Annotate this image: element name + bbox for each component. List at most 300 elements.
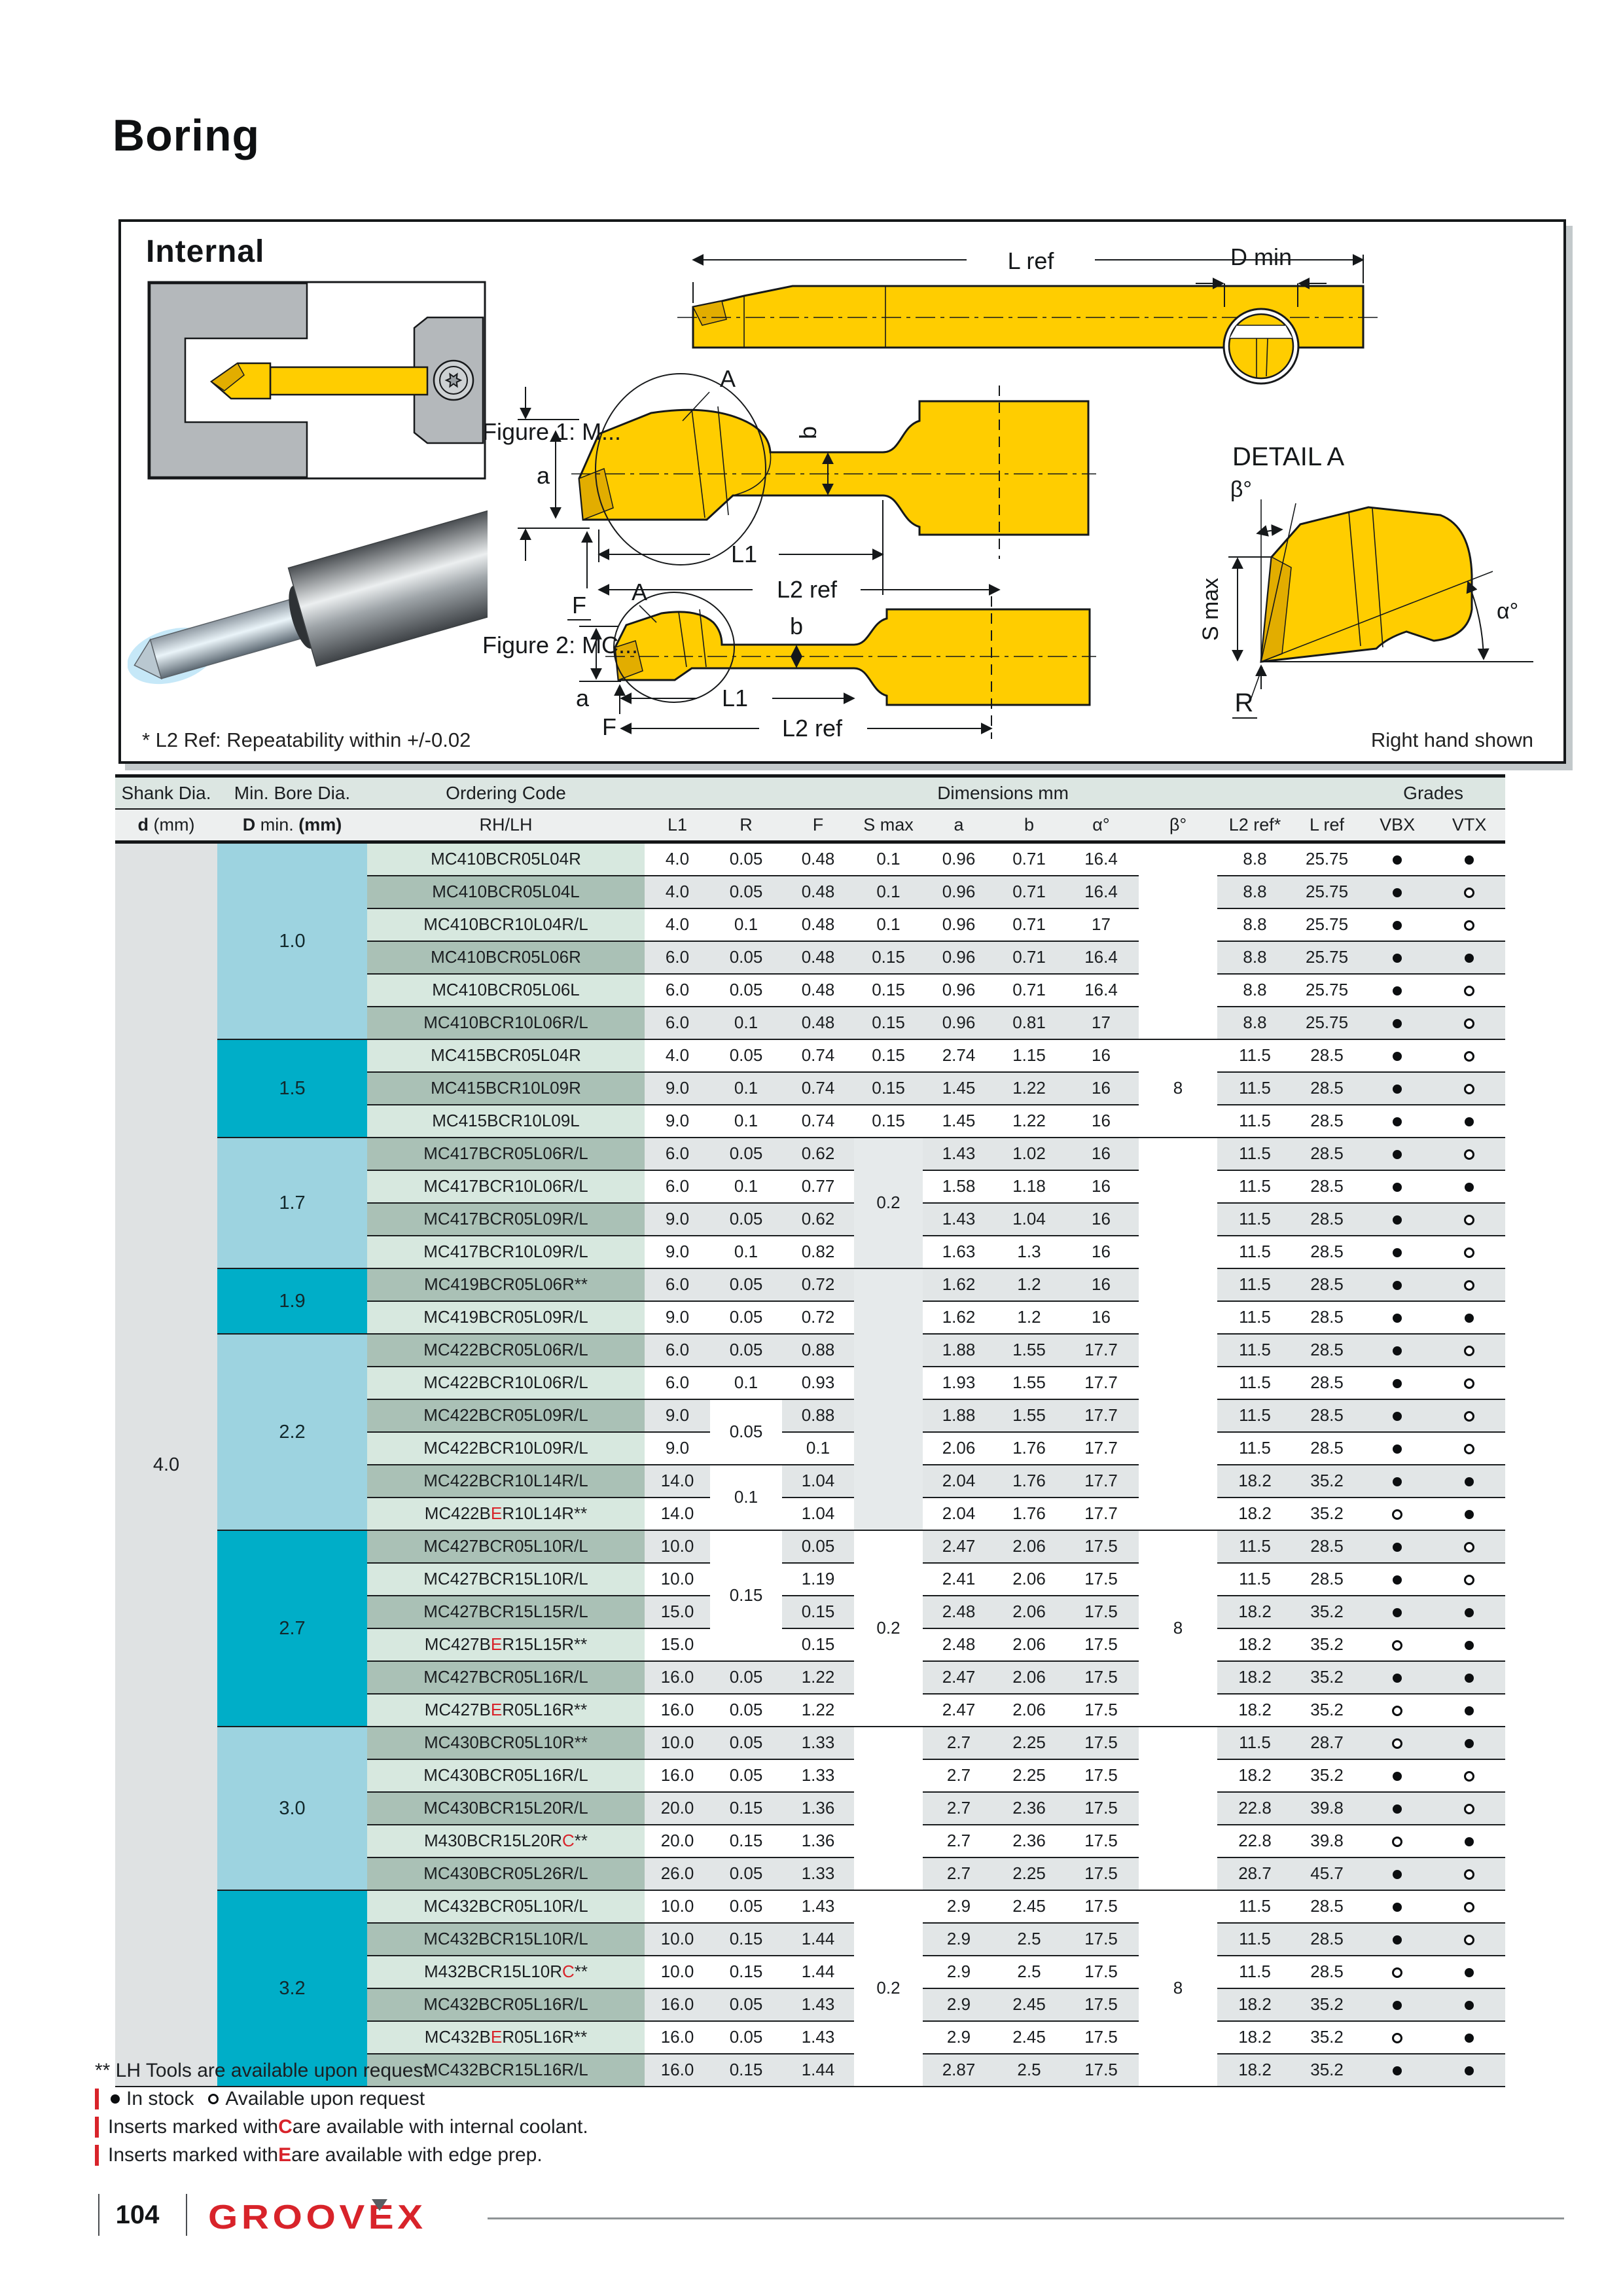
cell-vtx <box>1433 1498 1505 1530</box>
availability-dot <box>1393 1903 1402 1912</box>
cell-alpha: 17.7 <box>1063 1399 1139 1432</box>
cell-ordering-code: MC427BCR15L10R/L <box>367 1563 645 1596</box>
min-bore-dia-cell: 1.7 <box>217 1138 367 1268</box>
cell-l1: 14.0 <box>645 1465 710 1498</box>
cell-l2ref: 8.8 <box>1217 974 1293 1007</box>
cell-alpha: 17.7 <box>1063 1334 1139 1367</box>
cell-a: 2.9 <box>923 1956 995 1988</box>
cell-f: 0.48 <box>782 842 854 876</box>
cell-vtx <box>1433 1465 1505 1498</box>
cell-beta-merged <box>1139 1138 1217 1530</box>
footnote-edge-prep: Inserts marked with E are available with edge prep. <box>95 2141 588 2169</box>
cell-ordering-code: MC419BCR05L09R/L <box>367 1301 645 1334</box>
cell-vtx <box>1433 1236 1505 1268</box>
availability-dot <box>1465 2001 1474 2010</box>
cell-vtx <box>1433 1170 1505 1203</box>
cell-vbx <box>1361 1923 1433 1956</box>
cell-r: 0.1 <box>710 1105 782 1138</box>
availability-dot <box>1393 2001 1402 2010</box>
availability-dot <box>1464 1215 1474 1225</box>
col-ordering-code: Ordering Code <box>367 776 645 810</box>
cell-f: 0.48 <box>782 974 854 1007</box>
availability-dot <box>1393 986 1402 996</box>
cell-vbx <box>1361 1498 1433 1530</box>
cell-ordering-code: MC432BCR05L16R/L <box>367 1988 645 2021</box>
cell-vtx <box>1433 876 1505 908</box>
cell-l1: 6.0 <box>645 1334 710 1367</box>
table-row <box>115 1530 1505 1563</box>
availability-dot <box>1465 1183 1474 1192</box>
cell-alpha: 16.4 <box>1063 974 1139 1007</box>
footnote-stock-legend: In stock Available upon request <box>95 2085 588 2113</box>
figure1-caption: Figure 1: M... <box>482 418 622 445</box>
cell-alpha: 17.5 <box>1063 1727 1139 1759</box>
technical-drawing <box>121 222 1563 761</box>
cell-f: 1.43 <box>782 1890 854 1923</box>
availability-dot <box>1464 1542 1474 1552</box>
cell-lref: 28.5 <box>1293 1334 1361 1367</box>
cell-alpha: 17.5 <box>1063 1563 1139 1596</box>
cell-r: 0.05 <box>710 974 782 1007</box>
cell-l1: 26.0 <box>645 1857 710 1890</box>
cell-a: 0.96 <box>923 974 995 1007</box>
availability-dot <box>1464 1346 1474 1356</box>
cell-vbx <box>1361 1334 1433 1367</box>
cell-l2ref: 22.8 <box>1217 1792 1293 1825</box>
cell-vtx <box>1433 1334 1505 1367</box>
availability-dot <box>1465 1510 1474 1519</box>
cell-smax: 0.1 <box>854 908 923 941</box>
cell-vtx <box>1433 842 1505 876</box>
detail-a-drawing <box>1198 477 1533 718</box>
cell-lref: 25.75 <box>1293 876 1361 908</box>
cell-a: 1.58 <box>923 1170 995 1203</box>
cell-ordering-code: MC410BCR05L06L <box>367 974 645 1007</box>
cell-b: 1.76 <box>995 1465 1063 1498</box>
cell-vtx <box>1433 1825 1505 1857</box>
tool-photo <box>121 507 530 716</box>
availability-dot <box>1465 1314 1474 1323</box>
availability-dot <box>1464 986 1474 996</box>
cell-f: 1.19 <box>782 1563 854 1596</box>
cell-r: 0.15 <box>710 2054 782 2087</box>
cell-l2ref: 11.5 <box>1217 1399 1293 1432</box>
figure1-detail-drawing <box>518 365 1096 620</box>
cell-r: 0.05 <box>710 876 782 908</box>
availability-dot <box>1465 1968 1474 1977</box>
min-bore-dia-cell: 1.9 <box>217 1268 367 1334</box>
cell-l1: 20.0 <box>645 1825 710 1857</box>
cell-r-merged: 0.1 <box>710 1465 782 1530</box>
cell-l1: 6.0 <box>645 974 710 1007</box>
cell-l2ref: 11.5 <box>1217 1268 1293 1301</box>
cell-f: 0.62 <box>782 1203 854 1236</box>
cell-a: 1.62 <box>923 1301 995 1334</box>
cell-l1: 20.0 <box>645 1792 710 1825</box>
cell-f: 0.74 <box>782 1105 854 1138</box>
cell-l2ref: 18.2 <box>1217 2021 1293 2054</box>
cell-beta-merged: 8 <box>1139 1039 1217 1138</box>
cell-alpha: 17.5 <box>1063 1890 1139 1923</box>
dim-label-r: R <box>1234 689 1254 717</box>
cell-f: 1.22 <box>782 1694 854 1727</box>
cell-l2ref: 11.5 <box>1217 1072 1293 1105</box>
cell-vtx <box>1433 1072 1505 1105</box>
cell-b: 2.06 <box>995 1628 1063 1661</box>
cell-f: 0.62 <box>782 1138 854 1170</box>
cell-vtx <box>1433 1661 1505 1694</box>
col-l2ref: L2 ref* <box>1217 809 1293 842</box>
footnotes <box>95 2056 588 2169</box>
table-row <box>115 1727 1505 1759</box>
availability-dot <box>1393 888 1402 897</box>
cell-vtx <box>1433 1203 1505 1236</box>
cell-f: 0.05 <box>782 1530 854 1563</box>
availability-dot <box>1393 1248 1402 1257</box>
cell-alpha: 17.7 <box>1063 1367 1139 1399</box>
detail-a-label: DETAIL A <box>1232 442 1345 471</box>
cell-vtx <box>1433 941 1505 974</box>
cell-b: 1.2 <box>995 1268 1063 1301</box>
cell-vbx <box>1361 876 1433 908</box>
availability-dot <box>1393 1281 1402 1290</box>
cell-f: 1.44 <box>782 2054 854 2087</box>
cell-l1: 9.0 <box>645 1236 710 1268</box>
cell-ordering-code: MC417BCR05L09R/L <box>367 1203 645 1236</box>
availability-dot <box>1464 1084 1474 1094</box>
cell-vtx <box>1433 1138 1505 1170</box>
cell-l2ref: 11.5 <box>1217 1236 1293 1268</box>
cell-lref: 35.2 <box>1293 2021 1361 2054</box>
availability-dot <box>1392 1509 1402 1520</box>
cell-lref: 28.5 <box>1293 1432 1361 1465</box>
cell-b: 2.5 <box>995 2054 1063 2087</box>
cell-l2ref: 18.2 <box>1217 1759 1293 1792</box>
cell-ordering-code: M432BCR15L10RC** <box>367 1956 645 1988</box>
on-request-dot-icon <box>208 2094 219 2104</box>
cell-vtx <box>1433 1007 1505 1039</box>
cell-b: 2.36 <box>995 1825 1063 1857</box>
availability-dot <box>1393 1215 1402 1225</box>
cell-vbx <box>1361 1399 1433 1432</box>
page-title: Boring <box>113 111 260 160</box>
cell-l2ref: 11.5 <box>1217 1367 1293 1399</box>
cell-l2ref: 18.2 <box>1217 1465 1293 1498</box>
cell-l2ref: 8.8 <box>1217 941 1293 974</box>
cell-lref: 28.5 <box>1293 1170 1361 1203</box>
cell-l2ref: 22.8 <box>1217 1825 1293 1857</box>
cell-vbx <box>1361 1072 1433 1105</box>
cell-l1: 4.0 <box>645 908 710 941</box>
cell-vtx <box>1433 1596 1505 1628</box>
figure-heading: Internal <box>146 234 265 269</box>
cell-lref: 35.2 <box>1293 1498 1361 1530</box>
availability-dot <box>1393 1543 1402 1552</box>
cell-vbx <box>1361 908 1433 941</box>
cell-alpha: 17 <box>1063 1007 1139 1039</box>
cell-lref: 39.8 <box>1293 1825 1361 1857</box>
cell-vtx <box>1433 2021 1505 2054</box>
availability-dot <box>1464 1804 1474 1814</box>
availability-dot <box>1464 1444 1474 1454</box>
cell-lref: 28.5 <box>1293 1301 1361 1334</box>
cell-beta-merged <box>1139 1727 1217 1890</box>
cell-l1: 9.0 <box>645 1301 710 1334</box>
availability-dot <box>1465 1837 1474 1846</box>
cell-ordering-code: MC422BCR10L09R/L <box>367 1432 645 1465</box>
availability-dot <box>1393 1379 1402 1388</box>
cell-vtx <box>1433 1988 1505 2021</box>
cell-f: 1.44 <box>782 1923 854 1956</box>
cell-f: 0.48 <box>782 908 854 941</box>
cell-vtx <box>1433 1399 1505 1432</box>
cell-vbx <box>1361 1596 1433 1628</box>
cell-l2ref: 11.5 <box>1217 1203 1293 1236</box>
availability-dot <box>1464 1575 1474 1585</box>
cell-smax-merged: 0.2 <box>854 1138 923 1268</box>
cell-l1: 14.0 <box>645 1498 710 1530</box>
cell-vbx <box>1361 1432 1433 1465</box>
cell-a: 0.96 <box>923 941 995 974</box>
cell-alpha: 16 <box>1063 1039 1139 1072</box>
cell-smax-merged <box>854 1727 923 1890</box>
cell-ordering-code: MC417BCR10L06R/L <box>367 1170 645 1203</box>
cell-alpha: 16.4 <box>1063 941 1139 974</box>
cell-vbx <box>1361 1105 1433 1138</box>
cell-l2ref: 11.5 <box>1217 1334 1293 1367</box>
cell-ordering-code: MC419BCR05L06R** <box>367 1268 645 1301</box>
cell-l1: 6.0 <box>645 941 710 974</box>
cell-a: 2.04 <box>923 1498 995 1530</box>
cell-lref: 35.2 <box>1293 1988 1361 2021</box>
cell-r: 0.05 <box>710 1727 782 1759</box>
cell-a: 2.9 <box>923 2021 995 2054</box>
cell-f: 1.33 <box>782 1727 854 1759</box>
availability-dot <box>1392 1640 1402 1651</box>
availability-dot <box>1464 1051 1474 1062</box>
cell-b: 1.22 <box>995 1072 1063 1105</box>
cell-b: 1.76 <box>995 1498 1063 1530</box>
cell-b: 0.71 <box>995 941 1063 974</box>
cell-smax: 0.15 <box>854 941 923 974</box>
cell-vtx <box>1433 1432 1505 1465</box>
cell-l2ref: 11.5 <box>1217 1563 1293 1596</box>
cell-vbx <box>1361 1628 1433 1661</box>
cell-smax: 0.15 <box>854 1007 923 1039</box>
cell-lref: 28.5 <box>1293 1203 1361 1236</box>
cell-f: 1.44 <box>782 1956 854 1988</box>
cell-b: 0.71 <box>995 842 1063 876</box>
catalog-table <box>115 774 1505 2087</box>
col-b: b <box>995 809 1063 842</box>
cell-l2ref: 11.5 <box>1217 1530 1293 1563</box>
cell-vtx <box>1433 908 1505 941</box>
availability-dot <box>1465 1674 1474 1683</box>
cell-l1: 9.0 <box>645 1399 710 1432</box>
cell-l1: 16.0 <box>645 2021 710 2054</box>
cell-vbx <box>1361 1759 1433 1792</box>
cell-f: 0.48 <box>782 1007 854 1039</box>
footer-rule <box>488 2217 1564 2219</box>
cell-l2ref: 11.5 <box>1217 1923 1293 1956</box>
cell-vbx <box>1361 2054 1433 2087</box>
cell-ordering-code: MC430BCR15L20R/L <box>367 1792 645 1825</box>
cell-lref: 25.75 <box>1293 941 1361 974</box>
cell-alpha: 17.7 <box>1063 1498 1139 1530</box>
cell-a: 1.93 <box>923 1367 995 1399</box>
cell-a: 1.63 <box>923 1236 995 1268</box>
cell-ordering-code: MC422BER10L14R** <box>367 1498 645 1530</box>
cell-lref: 35.2 <box>1293 1596 1361 1628</box>
availability-dot <box>1393 921 1402 930</box>
cell-ordering-code: MC422BCR10L14R/L <box>367 1465 645 1498</box>
cell-f: 0.77 <box>782 1170 854 1203</box>
cell-vtx <box>1433 974 1505 1007</box>
cell-b: 2.06 <box>995 1596 1063 1628</box>
cell-a: 0.96 <box>923 1007 995 1039</box>
cell-r: 0.1 <box>710 1072 782 1105</box>
cell-l2ref: 11.5 <box>1217 1727 1293 1759</box>
cell-lref: 28.5 <box>1293 1039 1361 1072</box>
cell-alpha: 17.5 <box>1063 1825 1139 1857</box>
cell-f: 0.74 <box>782 1072 854 1105</box>
col-a: a <box>923 809 995 842</box>
cell-vtx <box>1433 1759 1505 1792</box>
cell-b: 1.55 <box>995 1399 1063 1432</box>
cell-ordering-code: MC432BCR15L16R/L <box>367 2054 645 2087</box>
col-smax: S max <box>854 809 923 842</box>
cell-lref: 28.5 <box>1293 1105 1361 1138</box>
cell-alpha: 16 <box>1063 1203 1139 1236</box>
cell-lref: 35.2 <box>1293 1465 1361 1498</box>
cell-lref: 28.5 <box>1293 1399 1361 1432</box>
cell-f: 0.48 <box>782 876 854 908</box>
dim-label-smax: S max <box>1198 577 1223 641</box>
cell-ordering-code: MC432BCR15L10R/L <box>367 1923 645 1956</box>
cell-l2ref: 18.2 <box>1217 1988 1293 2021</box>
availability-dot <box>1465 2034 1474 2043</box>
cell-r: 0.15 <box>710 1956 782 1988</box>
cell-ordering-code: MC410BCR05L06R <box>367 941 645 974</box>
cell-r: 0.05 <box>710 1039 782 1072</box>
cell-l1: 10.0 <box>645 1727 710 1759</box>
cell-vbx <box>1361 1530 1433 1563</box>
cell-a: 2.9 <box>923 1923 995 1956</box>
cell-vbx <box>1361 1563 1433 1596</box>
footnote-lh-tools: ** LH Tools are available upon request. <box>95 2059 435 2081</box>
cell-l2ref: 8.8 <box>1217 1007 1293 1039</box>
cell-vbx <box>1361 1825 1433 1857</box>
cell-ordering-code: MC410BCR10L04R/L <box>367 908 645 941</box>
availability-dot <box>1464 920 1474 931</box>
min-bore-dia-cell: 2.2 <box>217 1334 367 1530</box>
cell-alpha: 16 <box>1063 1138 1139 1170</box>
cell-f: 0.1 <box>782 1432 854 1465</box>
cell-lref: 35.2 <box>1293 1759 1361 1792</box>
cell-alpha: 17 <box>1063 908 1139 941</box>
cell-l1: 6.0 <box>645 1007 710 1039</box>
availability-dot <box>1465 1608 1474 1617</box>
cell-alpha: 17.5 <box>1063 1596 1139 1628</box>
availability-dot <box>1464 1935 1474 1945</box>
dim-label-lref: L ref <box>1007 247 1054 274</box>
availability-dot <box>1393 1052 1402 1061</box>
cell-r: 0.1 <box>710 1236 782 1268</box>
cell-a: 1.88 <box>923 1334 995 1367</box>
cell-l1: 16.0 <box>645 1694 710 1727</box>
cell-lref: 25.75 <box>1293 842 1361 876</box>
col-f: F <box>782 809 854 842</box>
cell-l2ref: 28.7 <box>1217 1857 1293 1890</box>
cell-smax-merged <box>854 1268 923 1530</box>
cell-b: 0.81 <box>995 1007 1063 1039</box>
cell-beta-merged: 8 <box>1139 1530 1217 1727</box>
cell-alpha: 16 <box>1063 1170 1139 1203</box>
dim-label-l2ref-2: L2 ref <box>781 715 843 742</box>
availability-dot <box>1465 954 1474 963</box>
cell-a: 2.7 <box>923 1759 995 1792</box>
cell-l2ref: 11.5 <box>1217 1138 1293 1170</box>
cell-alpha: 17.7 <box>1063 1432 1139 1465</box>
cell-b: 1.18 <box>995 1170 1063 1203</box>
cell-r: 0.05 <box>710 1301 782 1334</box>
logo-v-notch <box>372 2199 387 2211</box>
cell-b: 2.5 <box>995 1923 1063 1956</box>
cell-a: 1.45 <box>923 1072 995 1105</box>
cell-vbx <box>1361 1465 1433 1498</box>
min-bore-dia-cell: 1.0 <box>217 842 367 1040</box>
cell-a: 2.06 <box>923 1432 995 1465</box>
availability-dot <box>1464 1869 1474 1880</box>
col-rh-lh: RH/LH <box>367 809 645 842</box>
cell-l2ref: 11.5 <box>1217 1956 1293 1988</box>
cell-lref: 28.5 <box>1293 1956 1361 1988</box>
col-dmin-mm: D min. (mm) <box>217 809 367 842</box>
availability-dot <box>1393 1183 1402 1192</box>
shank-dia-cell: 4.0 <box>115 842 217 2087</box>
cell-vtx <box>1433 1367 1505 1399</box>
availability-dot <box>1465 855 1474 865</box>
cell-l1: 6.0 <box>645 1138 710 1170</box>
min-bore-dia-cell: 3.0 <box>217 1727 367 1890</box>
cell-f: 1.36 <box>782 1792 854 1825</box>
page-number: 104 <box>115 2200 160 2229</box>
cell-a: 2.47 <box>923 1530 995 1563</box>
cell-l2ref: 11.5 <box>1217 1432 1293 1465</box>
figure-panel <box>118 219 1566 764</box>
availability-dot <box>1393 1150 1402 1159</box>
cell-ordering-code: MC415BCR10L09L <box>367 1105 645 1138</box>
col-alpha: α° <box>1063 809 1139 842</box>
cell-l1: 9.0 <box>645 1072 710 1105</box>
cell-lref: 28.7 <box>1293 1727 1361 1759</box>
footer-divider <box>186 2194 187 2236</box>
availability-dot <box>1392 1837 1402 1847</box>
cell-f: 0.48 <box>782 941 854 974</box>
cell-lref: 25.75 <box>1293 908 1361 941</box>
cell-ordering-code: MC430BCR05L26R/L <box>367 1857 645 1890</box>
cell-alpha: 17.5 <box>1063 1759 1139 1792</box>
cell-b: 2.25 <box>995 1857 1063 1890</box>
cell-l1: 15.0 <box>645 1628 710 1661</box>
cell-f: 1.22 <box>782 1661 854 1694</box>
cell-alpha: 17.5 <box>1063 1530 1139 1563</box>
cell-ordering-code: MC430BCR05L16R/L <box>367 1759 645 1792</box>
cell-a: 2.87 <box>923 2054 995 2087</box>
col-shank-dia: Shank Dia. <box>115 776 217 810</box>
cell-l2ref: 18.2 <box>1217 2054 1293 2087</box>
cell-f: 1.33 <box>782 1759 854 1792</box>
